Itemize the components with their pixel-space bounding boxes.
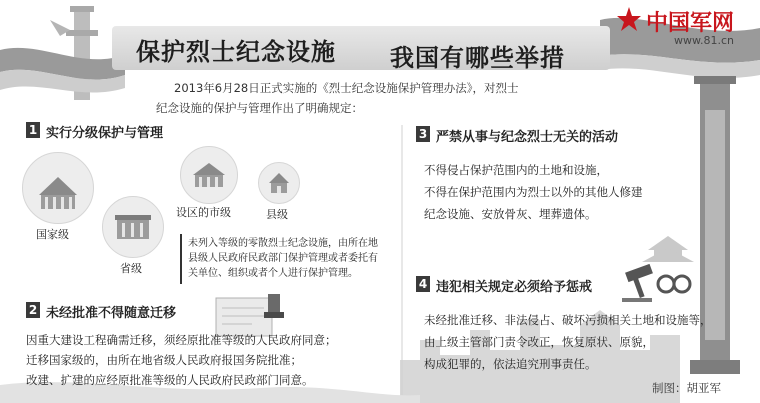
gavel-handcuffs-icon (620, 262, 692, 304)
red-star-icon (616, 6, 642, 32)
section-1-number: 1 (26, 122, 40, 138)
section-4-line-2: 由上级主管部门责令改正，恢复原状、原貌， (424, 335, 654, 349)
intro-line-1: 2013年6月28日正式实施的《烈士纪念设施保护管理办法》，对烈士 (174, 81, 519, 95)
level-national: 国家级 (36, 228, 69, 241)
intro-line-2: 纪念设施的保护与管理作出了明确规定： (156, 101, 363, 115)
section-2-line-2: 迁移国家级的，由所在地省级人民政府报国务院批准； (26, 353, 302, 367)
section-4-number: 4 (416, 276, 430, 292)
county-level-building-icon (258, 162, 300, 204)
city-level-building-icon (180, 146, 238, 204)
provincial-level-building-icon (102, 196, 164, 258)
section-1-note-line-2: 县级人民政府民政部门保护管理或者委托有 (188, 253, 378, 264)
section-1-note-line-3: 关单位、组织或者个人进行保护管理。 (188, 268, 358, 279)
section-1-title: 实行分级保护与管理 (46, 126, 164, 141)
logo-name: 中国军网 (646, 11, 735, 36)
page-title: 保护烈士纪念设施 (136, 38, 336, 66)
section-2-line-1: 因重大建设工程确需迁移，须经原批准等级的人民政府同意； (26, 333, 337, 347)
page-subtitle: 我国有哪些举措 (390, 44, 565, 72)
section-3-title: 严禁从事与纪念烈士无关的活动 (436, 130, 619, 145)
national-level-building-icon (22, 152, 94, 224)
section-1-note-line-1: 未列入等级的零散烈士纪念设施，由所在地 (188, 238, 378, 249)
section-3-line-1: 不得侵占保护范围内的土地和设施， (424, 163, 608, 177)
section-4-line-3: 构成犯罪的，依法追究刑事责任。 (424, 357, 597, 371)
temple-illustration (642, 236, 694, 262)
note-bar (180, 234, 182, 284)
level-city: 设区的市级 (176, 206, 231, 219)
level-provincial: 省级 (120, 262, 142, 275)
logo-url: www.81.cn (674, 34, 734, 47)
section-2-title: 未经批准不得随意迁移 (46, 306, 177, 321)
section-2-number: 2 (26, 302, 40, 318)
section-4-line-1: 未经批准迁移、非法侵占、破坏污损相关土地和设施等， (424, 313, 712, 327)
level-county: 县级 (266, 208, 288, 221)
credit: 制图：胡亚军 (652, 381, 721, 395)
section-3-number: 3 (416, 126, 430, 142)
section-4-title: 违犯相关规定必须给予惩戒 (436, 280, 593, 295)
section-3-line-2: 不得在保护范围内为烈士以外的其他人修建 (424, 185, 643, 199)
section-2-line-3: 改建、扩建的应经原批准等级的人民政府民政部门同意。 (26, 373, 314, 387)
section-3-line-3: 纪念设施、安放骨灰、埋葬遗体。 (424, 207, 597, 221)
